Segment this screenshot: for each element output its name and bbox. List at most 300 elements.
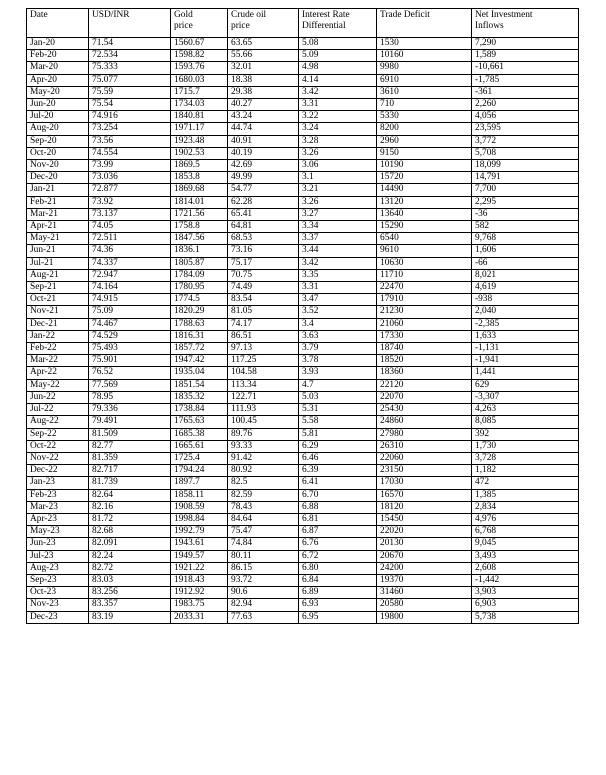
cell-crude-oil-price: 43.24	[228, 111, 299, 123]
table-row	[27, 208, 579, 220]
cell-date: Dec-21	[27, 318, 89, 330]
table-row	[27, 184, 579, 196]
cell-gold-price: 1949.57	[171, 550, 228, 562]
cell-usd-inr: 82.24	[89, 550, 171, 562]
column-header-line: Net Investment	[475, 10, 533, 20]
cell-interest-rate-differential: 5.08	[299, 38, 377, 50]
cell-interest-rate-differential: 6.41	[299, 477, 377, 489]
cell-date: Oct-22	[27, 440, 89, 452]
cell-net-investment-inflows: -36	[472, 208, 579, 220]
column-header-line: Interest Rate	[302, 10, 350, 20]
table-row	[27, 465, 579, 477]
table-row	[27, 367, 579, 379]
cell-trade-deficit: 710	[377, 99, 472, 111]
cell-interest-rate-differential: 6.72	[299, 550, 377, 562]
cell-crude-oil-price: 74.17	[228, 318, 299, 330]
cell-usd-inr: 81.509	[89, 428, 171, 440]
cell-trade-deficit: 13640	[377, 208, 472, 220]
cell-date: Jan-21	[27, 184, 89, 196]
cell-date: Feb-20	[27, 50, 89, 62]
cell-usd-inr: 82.091	[89, 538, 171, 550]
cell-crude-oil-price: 104.58	[228, 367, 299, 379]
cell-date: Apr-21	[27, 221, 89, 233]
cell-date: May-21	[27, 233, 89, 245]
cell-interest-rate-differential: 3.31	[299, 282, 377, 294]
cell-usd-inr: 82.717	[89, 465, 171, 477]
cell-gold-price: 1734.03	[171, 99, 228, 111]
cell-interest-rate-differential: 6.46	[299, 452, 377, 464]
cell-net-investment-inflows: 1,441	[472, 367, 579, 379]
cell-net-investment-inflows: 2,834	[472, 501, 579, 513]
cell-net-investment-inflows: 7,290	[472, 38, 579, 50]
cell-crude-oil-price: 54.77	[228, 184, 299, 196]
table-row	[27, 86, 579, 98]
cell-interest-rate-differential: 6.39	[299, 465, 377, 477]
column-header-line: USD/INR	[92, 10, 130, 20]
cell-date: Sep-23	[27, 574, 89, 586]
cell-crude-oil-price: 82.5	[228, 477, 299, 489]
cell-trade-deficit: 19800	[377, 611, 472, 623]
table-row	[27, 38, 579, 50]
table-row	[27, 233, 579, 245]
cell-interest-rate-differential: 3.31	[299, 99, 377, 111]
cell-crude-oil-price: 91.42	[228, 452, 299, 464]
cell-usd-inr: 81.72	[89, 513, 171, 525]
data-table	[26, 8, 579, 624]
cell-net-investment-inflows: 18,099	[472, 160, 579, 172]
cell-net-investment-inflows: 9,045	[472, 538, 579, 550]
header-row	[27, 9, 579, 38]
table-row	[27, 160, 579, 172]
cell-net-investment-inflows: 2,040	[472, 306, 579, 318]
cell-usd-inr: 74.337	[89, 257, 171, 269]
cell-usd-inr: 73.036	[89, 172, 171, 184]
cell-usd-inr: 71.54	[89, 38, 171, 50]
cell-trade-deficit: 27980	[377, 428, 472, 440]
cell-date: Jul-21	[27, 257, 89, 269]
cell-gold-price: 1814.01	[171, 196, 228, 208]
cell-net-investment-inflows: -1,131	[472, 343, 579, 355]
table-row	[27, 245, 579, 257]
cell-gold-price: 1869.68	[171, 184, 228, 196]
cell-date: Apr-22	[27, 367, 89, 379]
cell-usd-inr: 73.254	[89, 123, 171, 135]
column-header-net-investment-inflows	[472, 9, 579, 38]
cell-usd-inr: 72.877	[89, 184, 171, 196]
cell-trade-deficit: 13120	[377, 196, 472, 208]
cell-gold-price: 1943.61	[171, 538, 228, 550]
cell-crude-oil-price: 82.94	[228, 599, 299, 611]
cell-gold-price: 1935.04	[171, 367, 228, 379]
cell-net-investment-inflows: -66	[472, 257, 579, 269]
cell-interest-rate-differential: 5.31	[299, 404, 377, 416]
cell-usd-inr: 73.92	[89, 196, 171, 208]
cell-date: Nov-23	[27, 599, 89, 611]
cell-date: Nov-22	[27, 452, 89, 464]
column-header-crude-oil-price	[228, 9, 299, 38]
cell-crude-oil-price: 18.38	[228, 74, 299, 86]
cell-interest-rate-differential: 6.87	[299, 526, 377, 538]
cell-net-investment-inflows: 1,385	[472, 489, 579, 501]
cell-date: Nov-21	[27, 306, 89, 318]
cell-trade-deficit: 1530	[377, 38, 472, 50]
cell-interest-rate-differential: 4.14	[299, 74, 377, 86]
cell-usd-inr: 75.333	[89, 62, 171, 74]
table-row	[27, 513, 579, 525]
cell-trade-deficit: 6540	[377, 233, 472, 245]
cell-interest-rate-differential: 4.7	[299, 379, 377, 391]
cell-crude-oil-price: 62.28	[228, 196, 299, 208]
cell-crude-oil-price: 49.99	[228, 172, 299, 184]
cell-interest-rate-differential: 3.1	[299, 172, 377, 184]
cell-usd-inr: 75.59	[89, 86, 171, 98]
cell-trade-deficit: 20670	[377, 550, 472, 562]
cell-net-investment-inflows: 3,903	[472, 587, 579, 599]
cell-net-investment-inflows: -1,941	[472, 355, 579, 367]
cell-trade-deficit: 18120	[377, 501, 472, 513]
cell-gold-price: 1721.56	[171, 208, 228, 220]
cell-interest-rate-differential: 3.52	[299, 306, 377, 318]
column-header-line: Crude oil	[231, 10, 267, 20]
cell-net-investment-inflows: 3,772	[472, 135, 579, 147]
table-row	[27, 562, 579, 574]
table-row	[27, 355, 579, 367]
cell-interest-rate-differential: 3.27	[299, 208, 377, 220]
cell-trade-deficit: 15290	[377, 221, 472, 233]
cell-trade-deficit: 22470	[377, 282, 472, 294]
table-row	[27, 306, 579, 318]
cell-usd-inr: 72.534	[89, 50, 171, 62]
cell-trade-deficit: 20580	[377, 599, 472, 611]
cell-gold-price: 1560.67	[171, 38, 228, 50]
table-row	[27, 587, 579, 599]
cell-date: May-22	[27, 379, 89, 391]
cell-gold-price: 1794.24	[171, 465, 228, 477]
cell-usd-inr: 83.03	[89, 574, 171, 586]
cell-gold-price: 1921.22	[171, 562, 228, 574]
cell-gold-price: 1908.59	[171, 501, 228, 513]
cell-usd-inr: 83.357	[89, 599, 171, 611]
cell-net-investment-inflows: 5,738	[472, 611, 579, 623]
cell-net-investment-inflows: 3,493	[472, 550, 579, 562]
table-row	[27, 50, 579, 62]
cell-date: May-20	[27, 86, 89, 98]
cell-gold-price: 1758.8	[171, 221, 228, 233]
cell-gold-price: 1598.82	[171, 50, 228, 62]
cell-interest-rate-differential: 3.21	[299, 184, 377, 196]
cell-net-investment-inflows: -938	[472, 294, 579, 306]
column-header-line: price	[174, 21, 193, 32]
table-row	[27, 501, 579, 513]
cell-gold-price: 1840.81	[171, 111, 228, 123]
column-header-trade-deficit	[377, 9, 472, 38]
table-row	[27, 452, 579, 464]
cell-trade-deficit: 19370	[377, 574, 472, 586]
cell-interest-rate-differential: 6.84	[299, 574, 377, 586]
table-row	[27, 416, 579, 428]
cell-gold-price: 1665.61	[171, 440, 228, 452]
cell-crude-oil-price: 40.27	[228, 99, 299, 111]
cell-date: Feb-23	[27, 489, 89, 501]
cell-crude-oil-price: 86.51	[228, 330, 299, 342]
table-row	[27, 269, 579, 281]
cell-trade-deficit: 22060	[377, 452, 472, 464]
cell-interest-rate-differential: 3.26	[299, 147, 377, 159]
cell-usd-inr: 78.95	[89, 391, 171, 403]
cell-gold-price: 1902.53	[171, 147, 228, 159]
cell-usd-inr: 74.916	[89, 111, 171, 123]
cell-net-investment-inflows: 4,619	[472, 282, 579, 294]
cell-date: Jun-23	[27, 538, 89, 550]
cell-gold-price: 1780.95	[171, 282, 228, 294]
cell-date: Aug-21	[27, 269, 89, 281]
cell-usd-inr: 74.554	[89, 147, 171, 159]
cell-gold-price: 1998.84	[171, 513, 228, 525]
table-row	[27, 318, 579, 330]
cell-interest-rate-differential: 6.70	[299, 489, 377, 501]
cell-trade-deficit: 9980	[377, 62, 472, 74]
table-row	[27, 99, 579, 111]
cell-interest-rate-differential: 3.28	[299, 135, 377, 147]
cell-crude-oil-price: 93.72	[228, 574, 299, 586]
cell-trade-deficit: 17910	[377, 294, 472, 306]
cell-date: Jul-22	[27, 404, 89, 416]
column-header-line: Differential	[302, 21, 346, 32]
cell-trade-deficit: 10160	[377, 50, 472, 62]
cell-date: Aug-22	[27, 416, 89, 428]
table-row	[27, 440, 579, 452]
cell-interest-rate-differential: 3.44	[299, 245, 377, 257]
cell-interest-rate-differential: 3.79	[299, 343, 377, 355]
cell-usd-inr: 75.493	[89, 343, 171, 355]
cell-trade-deficit: 14490	[377, 184, 472, 196]
cell-net-investment-inflows: 2,260	[472, 99, 579, 111]
table-row	[27, 123, 579, 135]
cell-gold-price: 1816.31	[171, 330, 228, 342]
cell-net-investment-inflows: 1,730	[472, 440, 579, 452]
cell-trade-deficit: 15450	[377, 513, 472, 525]
cell-trade-deficit: 2960	[377, 135, 472, 147]
cell-date: Mar-20	[27, 62, 89, 74]
cell-usd-inr: 72.511	[89, 233, 171, 245]
table-row	[27, 391, 579, 403]
cell-date: Dec-23	[27, 611, 89, 623]
cell-net-investment-inflows: 392	[472, 428, 579, 440]
table-row	[27, 379, 579, 391]
cell-crude-oil-price: 117.25	[228, 355, 299, 367]
table-body	[27, 38, 579, 624]
cell-crude-oil-price: 93.33	[228, 440, 299, 452]
cell-gold-price: 2033.31	[171, 611, 228, 623]
cell-gold-price: 1725.4	[171, 452, 228, 464]
cell-interest-rate-differential: 4.98	[299, 62, 377, 74]
cell-interest-rate-differential: 3.42	[299, 257, 377, 269]
cell-interest-rate-differential: 6.88	[299, 501, 377, 513]
cell-trade-deficit: 10190	[377, 160, 472, 172]
cell-net-investment-inflows: 6,903	[472, 599, 579, 611]
cell-gold-price: 1858.11	[171, 489, 228, 501]
cell-gold-price: 1774.5	[171, 294, 228, 306]
cell-interest-rate-differential: 3.35	[299, 269, 377, 281]
cell-gold-price: 1836.1	[171, 245, 228, 257]
cell-trade-deficit: 21230	[377, 306, 472, 318]
table-row	[27, 111, 579, 123]
cell-crude-oil-price: 86.15	[228, 562, 299, 574]
cell-interest-rate-differential: 6.89	[299, 587, 377, 599]
cell-trade-deficit: 22070	[377, 391, 472, 403]
cell-crude-oil-price: 70.75	[228, 269, 299, 281]
cell-crude-oil-price: 74.84	[228, 538, 299, 550]
cell-crude-oil-price: 64.81	[228, 221, 299, 233]
cell-date: May-23	[27, 526, 89, 538]
cell-gold-price: 1715.7	[171, 86, 228, 98]
cell-net-investment-inflows: 4,976	[472, 513, 579, 525]
cell-interest-rate-differential: 6.95	[299, 611, 377, 623]
table-row	[27, 404, 579, 416]
table-row	[27, 62, 579, 74]
cell-trade-deficit: 21060	[377, 318, 472, 330]
cell-interest-rate-differential: 3.37	[299, 233, 377, 245]
cell-date: Jun-22	[27, 391, 89, 403]
cell-trade-deficit: 11710	[377, 269, 472, 281]
table-row	[27, 428, 579, 440]
cell-date: Jul-23	[27, 550, 89, 562]
cell-crude-oil-price: 32.01	[228, 62, 299, 74]
cell-net-investment-inflows: 4,263	[472, 404, 579, 416]
cell-usd-inr: 74.164	[89, 282, 171, 294]
cell-date: Nov-20	[27, 160, 89, 172]
cell-trade-deficit: 9150	[377, 147, 472, 159]
cell-interest-rate-differential: 3.26	[299, 196, 377, 208]
cell-usd-inr: 72.947	[89, 269, 171, 281]
cell-trade-deficit: 24860	[377, 416, 472, 428]
cell-crude-oil-price: 75.17	[228, 257, 299, 269]
cell-net-investment-inflows: 1,182	[472, 465, 579, 477]
cell-trade-deficit: 17330	[377, 330, 472, 342]
cell-crude-oil-price: 90.6	[228, 587, 299, 599]
table-row	[27, 196, 579, 208]
cell-crude-oil-price: 78.43	[228, 501, 299, 513]
cell-net-investment-inflows: 9,768	[472, 233, 579, 245]
cell-usd-inr: 73.137	[89, 208, 171, 220]
cell-interest-rate-differential: 5.09	[299, 50, 377, 62]
cell-date: Sep-22	[27, 428, 89, 440]
cell-net-investment-inflows: 23,595	[472, 123, 579, 135]
cell-crude-oil-price: 80.92	[228, 465, 299, 477]
column-header-date	[27, 9, 89, 38]
table-row	[27, 172, 579, 184]
table-header	[27, 9, 579, 38]
cell-crude-oil-price: 97.13	[228, 343, 299, 355]
cell-net-investment-inflows: 6,768	[472, 526, 579, 538]
cell-crude-oil-price: 113.34	[228, 379, 299, 391]
cell-interest-rate-differential: 3.34	[299, 221, 377, 233]
cell-net-investment-inflows: 7,700	[472, 184, 579, 196]
cell-trade-deficit: 31460	[377, 587, 472, 599]
cell-trade-deficit: 22020	[377, 526, 472, 538]
cell-usd-inr: 73.99	[89, 160, 171, 172]
cell-date: Jan-20	[27, 38, 89, 50]
cell-date: Aug-20	[27, 123, 89, 135]
column-header-line: Trade Deficit	[380, 10, 430, 20]
cell-usd-inr: 82.77	[89, 440, 171, 452]
cell-net-investment-inflows: -361	[472, 86, 579, 98]
cell-trade-deficit: 18740	[377, 343, 472, 355]
column-header-line: price	[231, 21, 250, 32]
table-row	[27, 343, 579, 355]
table-row	[27, 330, 579, 342]
cell-crude-oil-price: 63.65	[228, 38, 299, 50]
column-header-usd-inr	[89, 9, 171, 38]
table-row	[27, 611, 579, 623]
cell-net-investment-inflows: 1,633	[472, 330, 579, 342]
table-row	[27, 257, 579, 269]
cell-usd-inr: 74.529	[89, 330, 171, 342]
cell-crude-oil-price: 100.45	[228, 416, 299, 428]
cell-interest-rate-differential: 3.63	[299, 330, 377, 342]
cell-net-investment-inflows: 3,728	[472, 452, 579, 464]
cell-interest-rate-differential: 3.78	[299, 355, 377, 367]
cell-usd-inr: 74.467	[89, 318, 171, 330]
cell-crude-oil-price: 75.47	[228, 526, 299, 538]
cell-crude-oil-price: 29.38	[228, 86, 299, 98]
cell-crude-oil-price: 44.74	[228, 123, 299, 135]
cell-gold-price: 1738.84	[171, 404, 228, 416]
cell-crude-oil-price: 122.71	[228, 391, 299, 403]
cell-gold-price: 1992.79	[171, 526, 228, 538]
cell-usd-inr: 75.54	[89, 99, 171, 111]
cell-date: Feb-22	[27, 343, 89, 355]
cell-net-investment-inflows: 472	[472, 477, 579, 489]
table-row	[27, 489, 579, 501]
cell-trade-deficit: 16570	[377, 489, 472, 501]
cell-gold-price: 1853.8	[171, 172, 228, 184]
cell-gold-price: 1685.38	[171, 428, 228, 440]
cell-crude-oil-price: 74.49	[228, 282, 299, 294]
cell-net-investment-inflows: 8,021	[472, 269, 579, 281]
table-row	[27, 74, 579, 86]
cell-interest-rate-differential: 3.22	[299, 111, 377, 123]
cell-gold-price: 1847.56	[171, 233, 228, 245]
cell-gold-price: 1788.63	[171, 318, 228, 330]
cell-date: Jun-20	[27, 99, 89, 111]
cell-gold-price: 1680.03	[171, 74, 228, 86]
table-row	[27, 526, 579, 538]
cell-trade-deficit: 8200	[377, 123, 472, 135]
cell-interest-rate-differential: 3.4	[299, 318, 377, 330]
cell-trade-deficit: 18520	[377, 355, 472, 367]
cell-interest-rate-differential: 3.47	[299, 294, 377, 306]
cell-date: Jun-21	[27, 245, 89, 257]
cell-trade-deficit: 6910	[377, 74, 472, 86]
cell-date: Oct-21	[27, 294, 89, 306]
cell-trade-deficit: 26310	[377, 440, 472, 452]
cell-interest-rate-differential: 6.76	[299, 538, 377, 550]
cell-gold-price: 1784.09	[171, 269, 228, 281]
cell-trade-deficit: 22120	[377, 379, 472, 391]
table-row	[27, 477, 579, 489]
cell-usd-inr: 82.68	[89, 526, 171, 538]
cell-trade-deficit: 20130	[377, 538, 472, 550]
cell-gold-price: 1805.87	[171, 257, 228, 269]
cell-trade-deficit: 5330	[377, 111, 472, 123]
cell-usd-inr: 75.077	[89, 74, 171, 86]
cell-date: Sep-21	[27, 282, 89, 294]
cell-interest-rate-differential: 3.42	[299, 86, 377, 98]
cell-usd-inr: 79.491	[89, 416, 171, 428]
cell-date: Mar-23	[27, 501, 89, 513]
cell-interest-rate-differential: 3.93	[299, 367, 377, 379]
